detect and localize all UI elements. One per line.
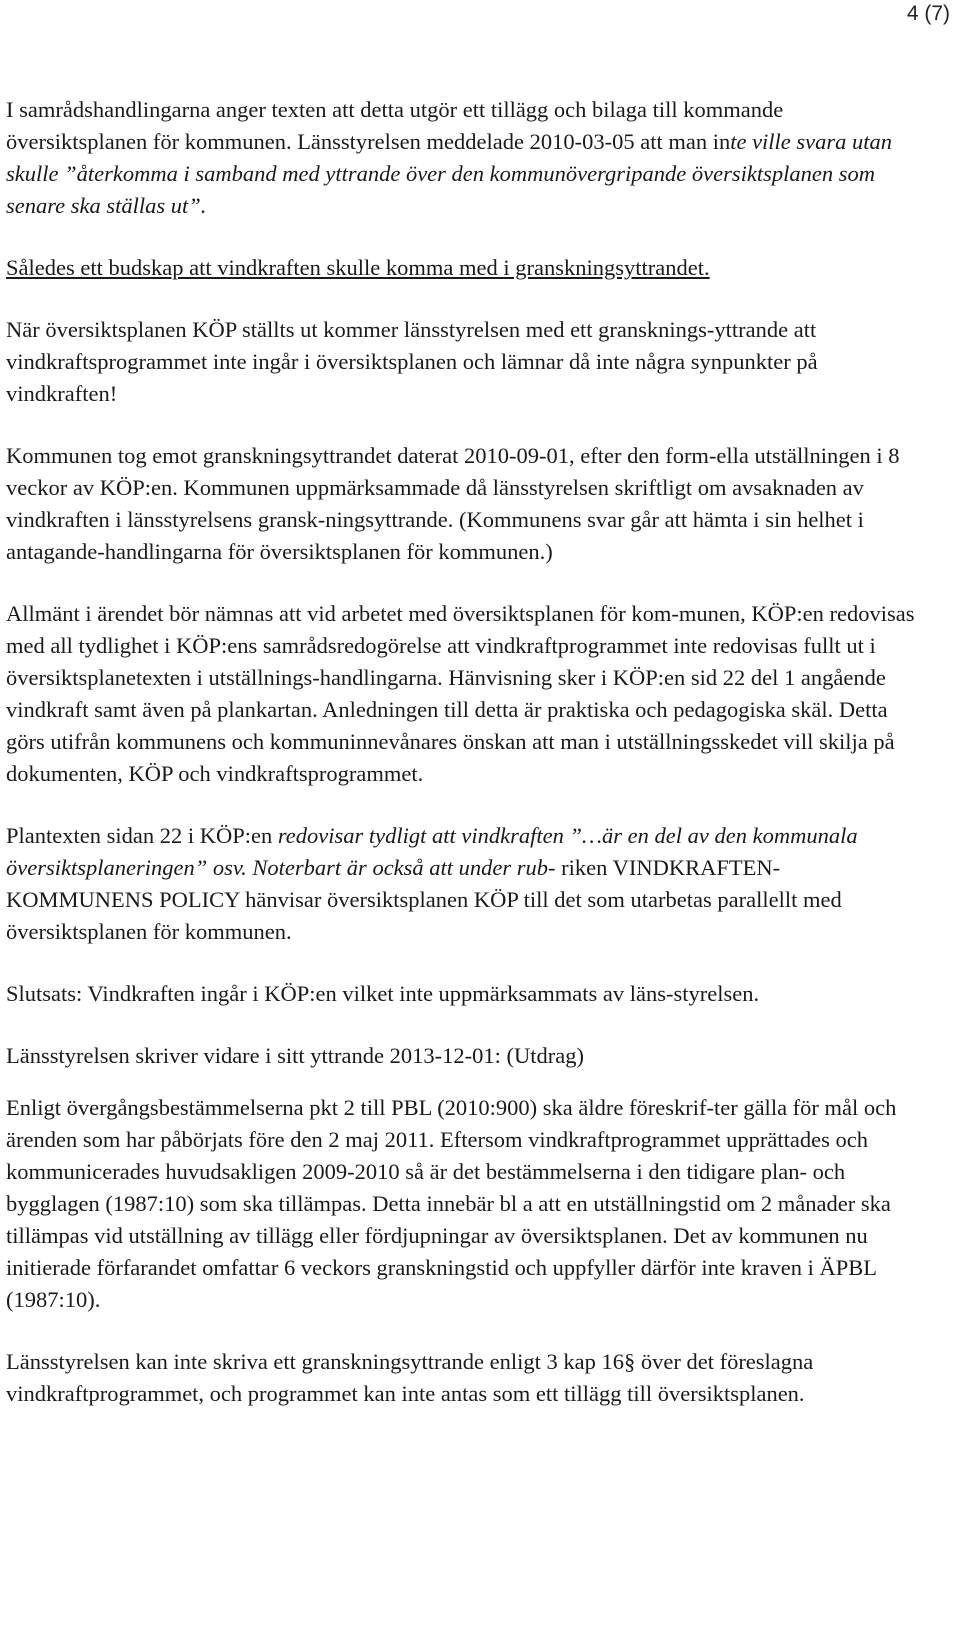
paragraph-overgangsbestammelser: Enligt övergångsbestämmelserna pkt 2 till PBL (2010:900) ska äldre föreskrif-ter gälla för mål och ärenden som har påbörjats före den 2 maj 2011. Eftersom vindkraftprogrammet upprättades och kommunicerades huvudsakligen 2009-2010 så är det bestämmelserna i den tidigare plan- och bygglagen (1987:10) som ska tillämpas. Detta innebär bl a att en utställningstid om 2 månader ska tillämpas vid utställning av tillägg eller fördjupningar av översiktsplanen. Det av kommunen nu initierade förfarandet omfattar 6 veckors granskningstid och uppfyller därför inte kraven i ÄPBL (1987:10). [6, 1095, 897, 1312]
paragraph-text: I samrådshandlingarna anger texten att detta utgör ett tillägg och bilaga till kommande översiktsplanen för kommunen. Länsstyrelsen meddelade 2010-03-05 att man in [6, 97, 784, 154]
paragraph-allmant: Allmänt i ärendet bör nämnas att vid arbetet med översiktsplanen för kom-munen, KÖP:en redovisas med all tydlighet i KÖP:ens samrådsredogörelse att vindkraftprogrammet inte redovisas fullt ut i översiktsplanetexten i utställnings-handlingarna. Hänvisning sker i KÖP:en sid 22 del 1 angående vindkraft samt även på plankartan. Anledningen till detta är praktiska och pedagogiska skäl. Detta görs utifrån kommunens och kommuninnevånares önskan att man i utställningsskedet vill skilja på dokumenten, KÖP och vindkraftsprogrammet. [6, 601, 915, 786]
paragraph-kommunen: Kommunen tog emot granskningsyttrandet daterat 2010-09-01, efter den form-ella utställningen i 8 veckor av KÖP:en. Kommunen uppmärksammade då länsstyrelsen skriftligt om avsaknaden av vindkraften i länsstyrelsens gransk-ningsyttrande. (Kommunens svar går att hämta i sin helhet i antagande-handlingarna för översiktsplanen för kommunen.) [6, 443, 900, 564]
quote-text: redovisar tydligt att vindkraften ”…är en del av den kommunala översiktsplaneringen” osv. Noterbart är också att under rub- [6, 823, 858, 880]
paragraph-slutsats-lansstyrelsen: Länsstyrelsen kan inte skriva ett granskningsyttrande enligt 3 kap 16§ över det föreslagna vindkraftprogrammet, och programmet kan inte antas som ett tillägg till översiktsplanen. [6, 1349, 814, 1406]
paragraph-slutsats: Slutsats: Vindkraften ingår i KÖP:en vilket inte uppmärksammats av läns-styrelsen. [6, 981, 760, 1006]
quote-text: te ville svara utan skulle ”återkomma i samband med yttrande över den kommunövergripande översiktsplanen som senare ska ställas ut”. [6, 129, 893, 218]
paragraph-budskap: Således ett budskap att vindkraften skulle komma med i granskningsyttrandet. [6, 255, 710, 280]
paragraph-text: riken VINDKRAFTEN-KOMMUNENS POLICY hänvisar översiktsplanen KÖP till det som utarbetas parallellt med översiktsplanen för kommunen. [6, 855, 842, 944]
paragraph-text: Plantexten sidan 22 i KÖP:en [6, 823, 278, 848]
document-body [6, 94, 921, 1440]
paragraph-lansstyrelsen-utdrag: Länsstyrelsen skriver vidare i sitt yttrande 2013-12-01: (Utdrag) [6, 1043, 584, 1068]
paragraph-samrad [6, 94, 921, 222]
paragraph-plantexten [6, 820, 921, 948]
paragraph-granskningsyttrande: När översiktsplanen KÖP ställts ut kommer länsstyrelsen med ett gransknings-yttrande att vindkraftsprogrammet inte ingår i översiktsplanen och lämnar då inte några synpunkter på vindkraften! [6, 317, 818, 406]
page-number: 4 (7) [906, 2, 950, 25]
